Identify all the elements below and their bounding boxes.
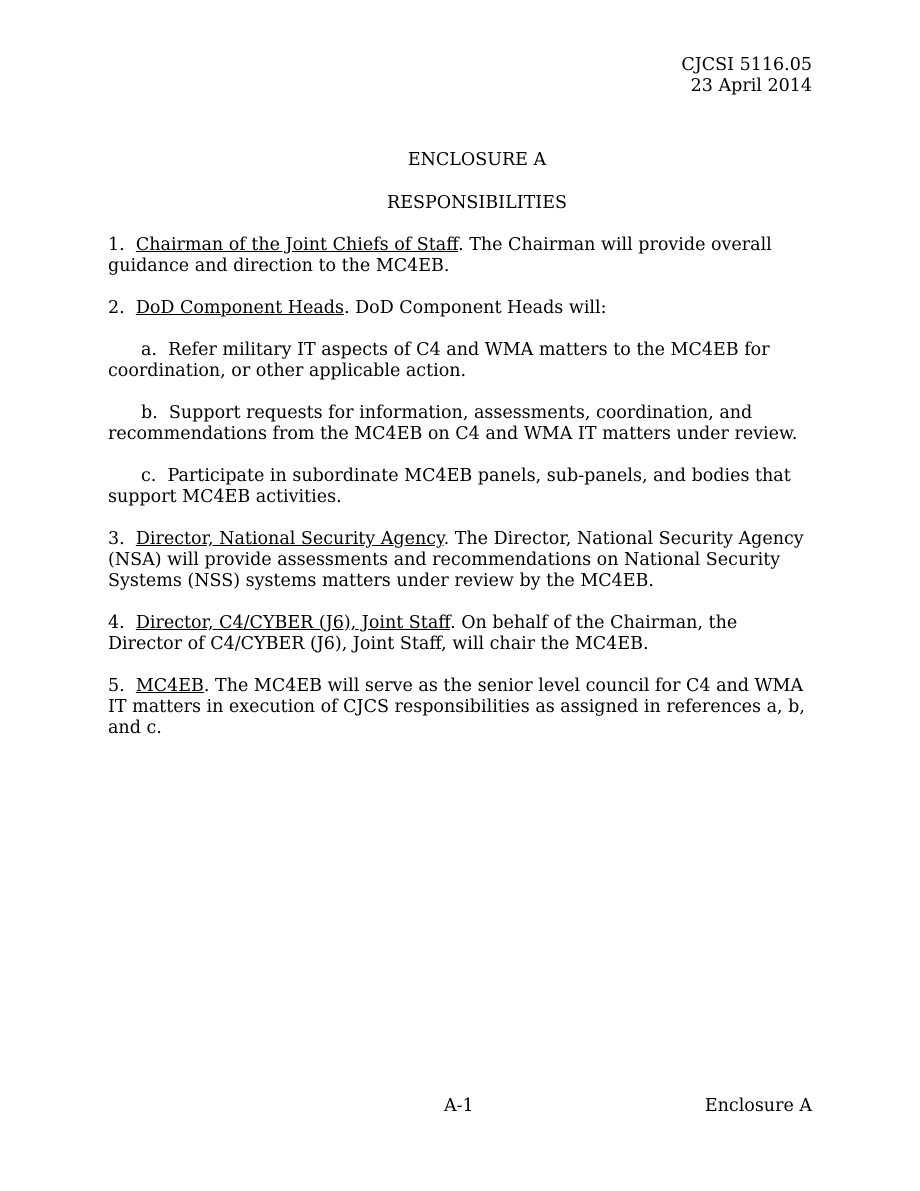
paragraph-heading: MC4EB <box>135 676 204 696</box>
paragraph-heading: DoD Component Heads <box>135 298 344 318</box>
subparagraph-letter: b. <box>141 403 158 423</box>
paragraph-5 <box>108 676 813 739</box>
paragraph-text: . The Director, National Security Agency (NSA) will provide assessments and recommendations on National Security Systems (NSS) systems matters under review by the MC4EB. <box>108 529 804 591</box>
paragraph-number: 4. <box>108 613 125 633</box>
paragraph-heading: Director, National Security Agency <box>135 529 444 549</box>
page-number: A-1 <box>444 1096 474 1116</box>
paragraph-3 <box>108 529 813 592</box>
paragraph-number: 2. <box>108 298 125 318</box>
subparagraph-a <box>108 340 813 382</box>
paragraph-4 <box>108 613 813 655</box>
paragraph-number: 1. <box>108 235 125 255</box>
document-header <box>681 55 812 97</box>
enclosure-title: ENCLOSURE A <box>407 150 547 170</box>
subparagraph-letter: c. <box>141 466 157 486</box>
footer-enclosure-label: Enclosure A <box>704 1096 812 1116</box>
paragraph-number: 3. <box>108 529 125 549</box>
paragraph-number: 5. <box>108 676 125 696</box>
section-title: RESPONSIBILITIES <box>387 193 567 213</box>
subparagraph-text: Refer military IT aspects of C4 and WMA matters to the MC4EB for coordination, or other applicable action. <box>108 340 770 381</box>
paragraph-text: . The Chairman will provide overall guidance and direction to the MC4EB. <box>108 235 772 276</box>
document-date: 23 April 2014 <box>690 76 812 96</box>
document-body <box>108 235 813 760</box>
subparagraph-b <box>108 403 813 445</box>
subparagraph-letter: a. <box>141 340 157 360</box>
paragraph-1 <box>108 235 813 277</box>
paragraph-text: . On behalf of the Chairman, the Director of C4/CYBER (J6), Joint Staff, will chair the MC4EB. <box>108 613 738 654</box>
paragraph-heading: Chairman of the Joint Chiefs of Staff <box>135 235 459 255</box>
subparagraph-c <box>108 466 813 508</box>
paragraph-heading: Director, C4/CYBER (J6), Joint Staff <box>135 613 451 633</box>
subparagraph-text: Support requests for information, assessments, coordination, and recommendations from the MC4EB on C4 and WMA IT matters under review. <box>108 403 798 444</box>
paragraph-text: . The MC4EB will serve as the senior level council for C4 and WMA IT matters in execution of CJCS responsibilities as assigned in references a, b, and c. <box>108 676 805 738</box>
document-number: CJCSI 5116.05 <box>681 55 812 75</box>
paragraph-2 <box>108 298 813 319</box>
subparagraph-text: Participate in subordinate MC4EB panels, sub-panels, and bodies that support MC4EB activities. <box>108 466 791 507</box>
paragraph-text: . DoD Component Heads will: <box>344 298 607 318</box>
